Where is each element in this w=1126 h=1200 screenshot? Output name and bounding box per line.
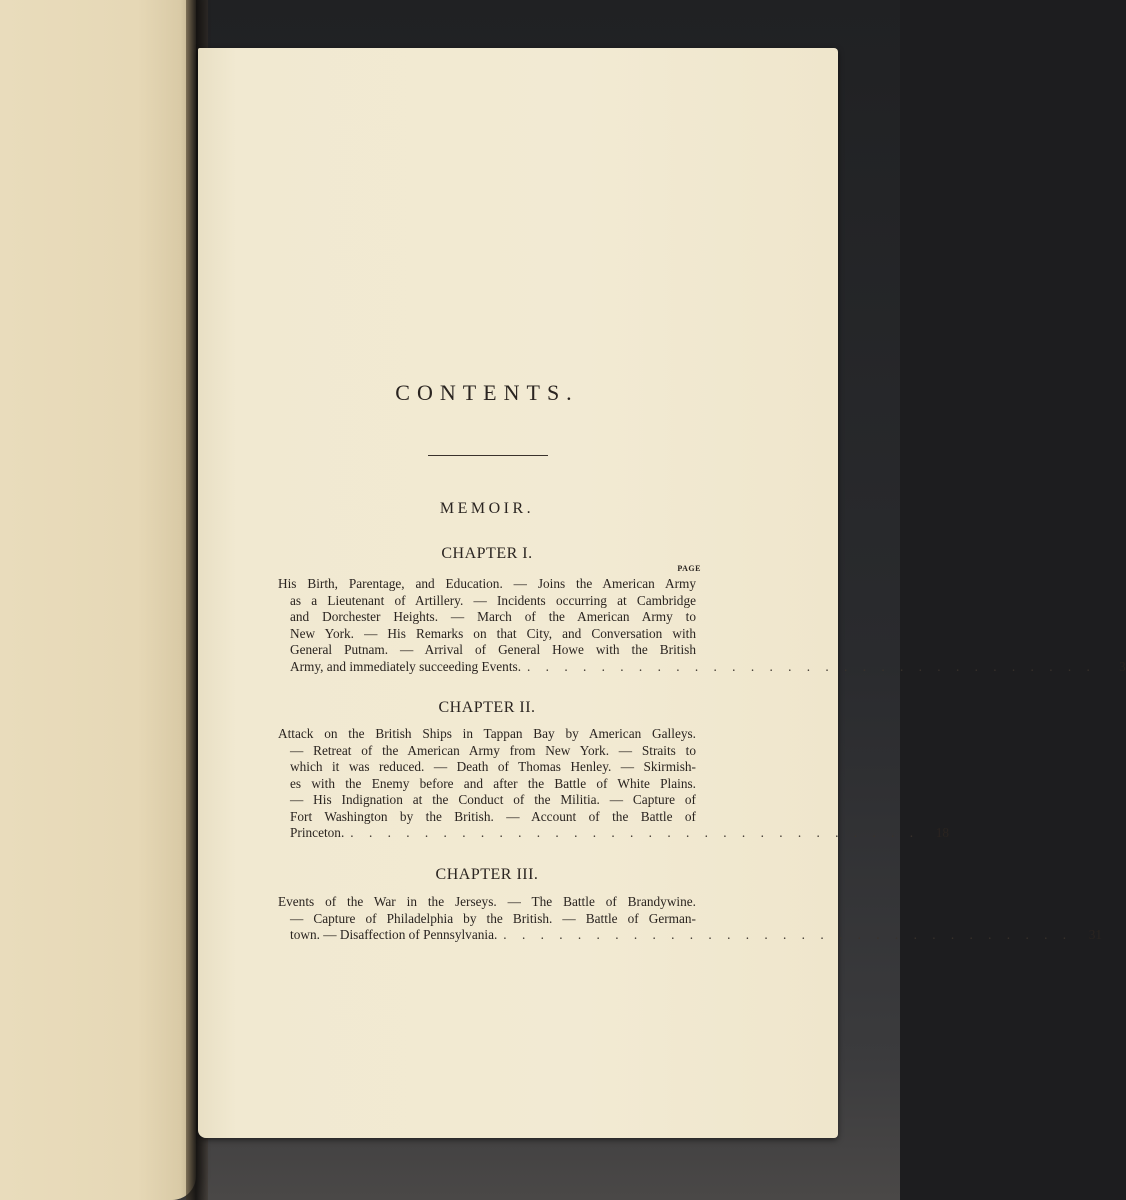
- page-number: 3: [1119, 658, 1126, 674]
- summary-line: town. — Disaffection of Pennsylvania.: [290, 927, 498, 942]
- summary-line: — Capture of Philadelphia by the British. — Battle of German-: [290, 910, 696, 926]
- summary-line: General Putnam. — Arrival of General Howe with the British: [290, 642, 696, 657]
- summary-line: Army, and immediately succeeding Events.: [290, 658, 522, 674]
- summary-line: Attack on the British Ships in Tappan Bay by American Galleys.: [278, 726, 696, 741]
- summary-last-line: [278, 658, 1126, 676]
- leader-dots: . . . . . . . . . . . . . . . . . . . . . . . . . . . . . . .: [527, 658, 1096, 674]
- summary-last-line: [278, 927, 1103, 944]
- summary-line: — His Indignation at the Conduct of the Militia. — Capture of: [290, 792, 696, 807]
- summary-line: and Dorchester Heights. — March of the American Army to: [290, 609, 696, 624]
- summary-last-line: [278, 825, 950, 842]
- summary-line: es with the Enemy before and after the Battle of White Plains.: [290, 775, 696, 791]
- section-title: MEMOIR.: [439, 500, 535, 517]
- summary-line: which it was reduced. — Death of Thomas Henley. — Skirmish-: [290, 759, 696, 774]
- leader-dots: . . . . . . . . . . . . . . . . . . . . . . . . . . . . . . .: [350, 825, 920, 840]
- chapter-heading: CHAPTER II.: [438, 699, 536, 716]
- contents-page: [198, 48, 1126, 1138]
- chapter-summary: [278, 726, 950, 842]
- page-column-label: PAGE: [677, 564, 701, 573]
- leader-dots: . . . . . . . . . . . . . . . . . . . . . . . . . . . . . . .: [503, 927, 1073, 942]
- chapter-heading: CHAPTER I.: [441, 545, 533, 562]
- chapter-summary: [278, 894, 1103, 944]
- summary-line: His Birth, Parentage, and Education. — Joins the American Army: [278, 576, 696, 591]
- contents-title: CONTENTS.: [395, 380, 579, 405]
- summary-line: Fort Washington by the British. — Account of the Battle of: [290, 808, 696, 824]
- summary-line: Events of the War in the Jerseys. — The Battle of Brandywine.: [278, 894, 696, 909]
- page-number: 18: [935, 825, 950, 840]
- title-rule: [428, 455, 548, 456]
- chapter-summary: [278, 576, 1126, 675]
- chapter-heading: CHAPTER III.: [435, 866, 539, 883]
- summary-line: Princeton.: [290, 825, 345, 840]
- left-page: [0, 0, 196, 1200]
- summary-line: — Retreat of the American Army from New York. — Straits to: [290, 742, 696, 758]
- page-number: 31: [1088, 927, 1103, 942]
- summary-line: New York. — His Remarks on that City, and Conversation with: [290, 625, 696, 641]
- summary-line: as a Lieutenant of Artillery. — Incidents occurring at Cambridge: [290, 592, 696, 608]
